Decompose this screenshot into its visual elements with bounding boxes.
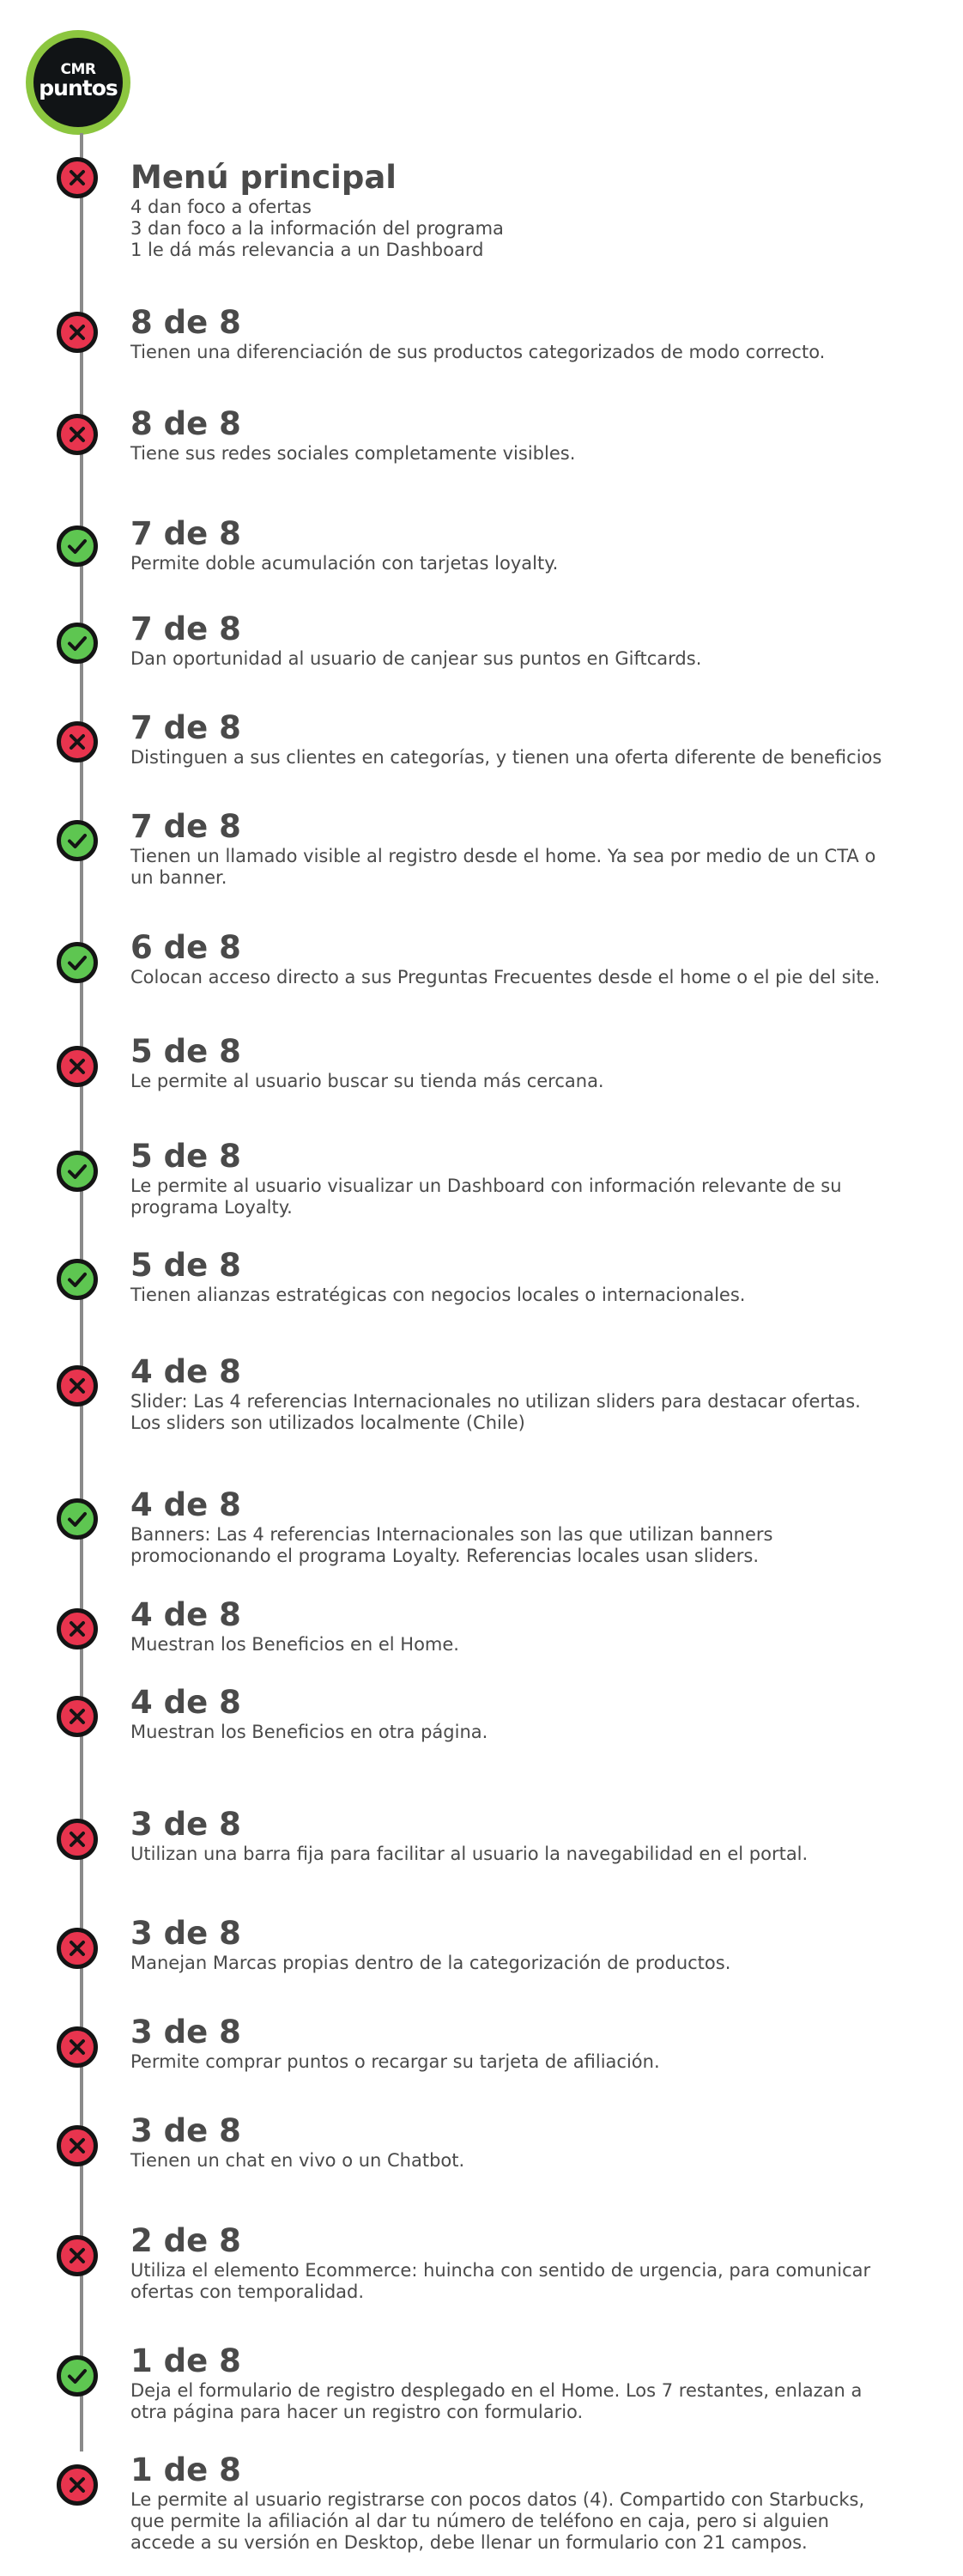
entry-description: Le permite al usuario visualizar un Dashboard con información relevante de su programa Loyalty. — [130, 1176, 842, 1218]
x-icon — [66, 1375, 88, 1397]
timeline-entry — [130, 159, 929, 261]
status-cross — [57, 312, 98, 353]
entry-title: 2 de 8 — [130, 2222, 241, 2259]
status-cross — [57, 1046, 98, 1087]
entry-description: Colocan acceso directo a sus Preguntas Frecuentes desde el home o el pie del site. — [130, 967, 881, 987]
entry-description: Le permite al usuario buscar su tienda más cercana. — [130, 1071, 604, 1091]
entry-title: 3 de 8 — [130, 2112, 241, 2149]
entry-description: Dan oportunidad al usuario de canjear sus puntos en Giftcards. — [130, 648, 702, 669]
timeline-entry — [130, 405, 929, 465]
entry-title: 7 de 8 — [130, 808, 241, 845]
logo-badge — [33, 38, 123, 127]
timeline-entry — [130, 2112, 929, 2172]
timeline-entry — [130, 2451, 929, 2554]
status-check — [57, 2355, 98, 2397]
entry-description: Permite comprar puntos o recargar su tarjeta de afiliación. — [130, 2051, 660, 2072]
x-icon — [66, 1705, 88, 1728]
check-icon — [66, 1508, 88, 1530]
entry-description: Muestran los Beneficios en el Home. — [130, 1634, 459, 1655]
entry-title: 1 de 8 — [130, 2451, 241, 2488]
status-check — [57, 942, 98, 983]
status-cross — [57, 2026, 98, 2068]
logo-text-top: CMR — [60, 60, 96, 78]
timeline-entry — [130, 2222, 929, 2303]
entry-description: Tienen una diferenciación de sus productos categorizados de modo correcto. — [130, 342, 826, 362]
entry-description: Distinguen a sus clientes en categorías, y tienen una oferta diferente de beneficios — [130, 747, 882, 768]
entry-title: 6 de 8 — [130, 929, 241, 966]
x-icon — [66, 167, 88, 189]
entry-description: Tiene sus redes sociales completamente visibles. — [130, 443, 576, 464]
x-icon — [66, 2036, 88, 2058]
check-icon — [66, 2365, 88, 2387]
status-cross — [57, 2464, 98, 2506]
entry-title: 4 de 8 — [130, 1486, 241, 1523]
status-check — [57, 820, 98, 861]
entry-title: 5 de 8 — [130, 1247, 241, 1284]
status-cross — [57, 157, 98, 198]
x-icon — [66, 321, 88, 343]
timeline-entry — [130, 1596, 929, 1656]
timeline-entry — [130, 2014, 929, 2073]
x-icon — [66, 1828, 88, 1850]
entry-title: 3 de 8 — [130, 1806, 241, 1843]
timeline-entry — [130, 515, 929, 574]
status-cross — [57, 1928, 98, 1969]
status-cross — [57, 2125, 98, 2166]
check-icon — [66, 1160, 88, 1182]
entry-title: 5 de 8 — [130, 1138, 241, 1175]
x-icon — [66, 1937, 88, 1959]
timeline-entry — [130, 1247, 929, 1306]
check-icon — [66, 1268, 88, 1291]
entry-description: 4 dan foco a ofertas 3 dan foco a la información del programa 1 le dá más relevancia a un Dashboard — [130, 197, 504, 260]
status-check — [57, 1498, 98, 1540]
timeline-entry — [130, 1684, 929, 1743]
timeline-entry — [130, 929, 929, 988]
status-cross — [57, 414, 98, 455]
entry-title: 3 de 8 — [130, 2014, 241, 2050]
entry-description: Utilizan una barra fija para facilitar al usuario la navegabilidad en el portal. — [130, 1844, 809, 1864]
timeline-entry — [130, 1806, 929, 1865]
status-check — [57, 623, 98, 664]
entry-description: Utiliza el elemento Ecommerce: huincha con sentido de urgencia, para comunicar ofertas con temporalidad. — [130, 2260, 871, 2302]
entry-title: Menú principal — [130, 159, 397, 196]
cmr-puntos-logo — [26, 30, 130, 135]
logo-text-bottom: puntos — [39, 75, 118, 100]
entry-title: 4 de 8 — [130, 1596, 241, 1633]
status-cross — [57, 1365, 98, 1406]
status-cross — [57, 2235, 98, 2276]
timeline-entry — [130, 2342, 929, 2423]
entry-title: 3 de 8 — [130, 1915, 241, 1952]
x-icon — [66, 1055, 88, 1078]
timeline-entry — [130, 808, 929, 889]
entry-title: 7 de 8 — [130, 611, 241, 647]
entry-description: Banners: Las 4 referencias Internacionales son las que utilizan banners promocionando el programa Loyalty. Referencias locales usan sliders. — [130, 1524, 773, 1566]
entry-description: Manejan Marcas propias dentro de la categorización de productos. — [130, 1953, 731, 1973]
status-cross — [57, 1819, 98, 1860]
x-icon — [66, 731, 88, 753]
timeline-entry — [130, 1353, 929, 1434]
status-cross — [57, 1608, 98, 1649]
x-icon — [66, 423, 88, 446]
entry-description: Muestran los Beneficios en otra página. — [130, 1722, 488, 1742]
status-check — [57, 526, 98, 567]
timeline-entry — [130, 1138, 929, 1218]
status-check — [57, 1151, 98, 1192]
status-cross — [57, 1696, 98, 1737]
entry-title: 4 de 8 — [130, 1684, 241, 1721]
status-check — [57, 1259, 98, 1300]
check-icon — [66, 829, 88, 852]
entry-title: 4 de 8 — [130, 1353, 241, 1390]
entry-description: Tienen un llamado visible al registro desde el home. Ya sea por medio de un CTA o un banner. — [130, 846, 876, 888]
timeline-entry — [130, 1486, 929, 1567]
entry-description: Deja el formulario de registro desplegado en el Home. Los 7 restantes, enlazan a otra página para hacer un registro con formulario. — [130, 2380, 863, 2422]
x-icon — [66, 1618, 88, 1640]
timeline-entry — [130, 709, 929, 769]
check-icon — [66, 951, 88, 974]
timeline-entry — [130, 611, 929, 670]
entry-description: Permite doble acumulación con tarjetas loyalty. — [130, 553, 559, 574]
entry-title: 1 de 8 — [130, 2342, 241, 2379]
entry-description: Slider: Las 4 referencias Internacionales no utilizan sliders para destacar ofertas. Los sliders son utilizados localmente (Chile) — [130, 1391, 861, 1433]
entry-title: 7 de 8 — [130, 515, 241, 552]
x-icon — [66, 2135, 88, 2157]
entry-title: 7 de 8 — [130, 709, 241, 746]
timeline-entry — [130, 304, 929, 363]
entry-title: 8 de 8 — [130, 405, 241, 442]
check-icon — [66, 535, 88, 557]
entry-description: Le permite al usuario registrarse con pocos datos (4). Compartido con Starbucks, que permite la afiliación al dar tu número de teléfono en caja, pero si alguien accede a su versión en Desktop, debe llenar un formulario con 21 campos. — [130, 2489, 865, 2553]
x-icon — [66, 2474, 88, 2496]
entry-description: Tienen un chat en vivo o un Chatbot. — [130, 2150, 465, 2171]
entry-title: 5 de 8 — [130, 1033, 241, 1070]
entry-title: 8 de 8 — [130, 304, 241, 341]
status-cross — [57, 721, 98, 762]
timeline-entry — [130, 1915, 929, 1974]
x-icon — [66, 2245, 88, 2267]
entry-description: Tienen alianzas estratégicas con negocios locales o internacionales. — [130, 1285, 746, 1305]
check-icon — [66, 632, 88, 654]
timeline-entry — [130, 1033, 929, 1092]
